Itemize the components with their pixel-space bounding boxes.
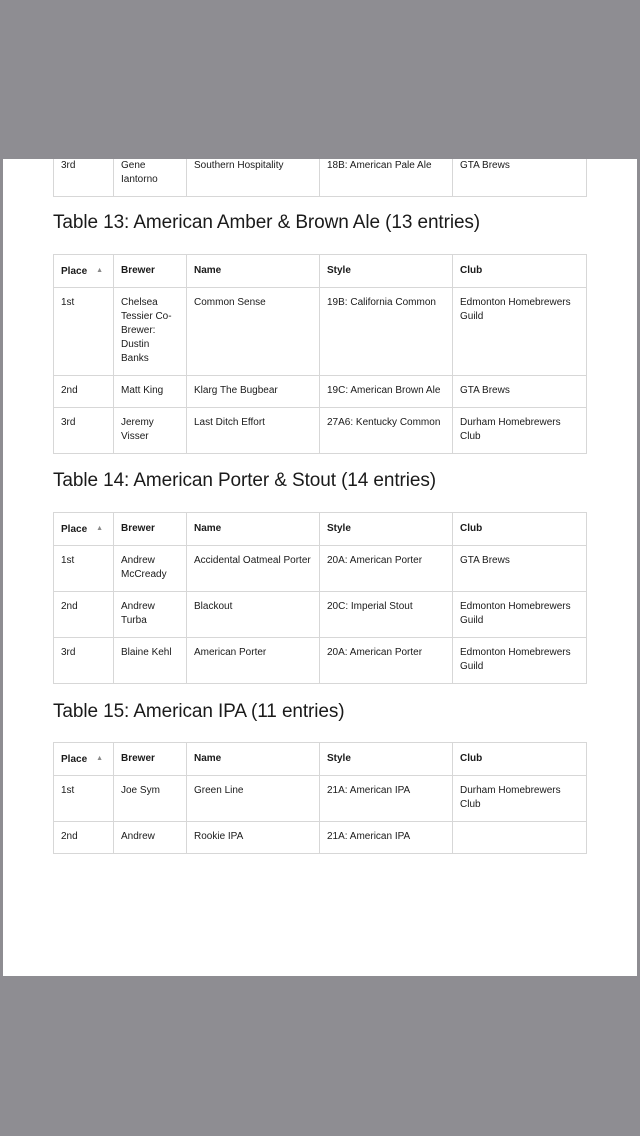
table-header-row bbox=[54, 513, 587, 546]
table-header-row bbox=[54, 255, 587, 288]
sort-caret-icon[interactable]: ▲ bbox=[96, 267, 104, 274]
table-15-heading: Table 15: American IPA (11 entries) bbox=[53, 701, 345, 722]
name-cell: Common Sense bbox=[187, 288, 320, 376]
brewer-cell: Blaine Kehl bbox=[114, 638, 187, 684]
name-cell: Accidental Oatmeal Porter bbox=[187, 546, 320, 592]
table-row bbox=[54, 288, 587, 376]
column-header-name[interactable]: Name bbox=[187, 513, 320, 546]
column-header-name[interactable]: Name bbox=[187, 743, 320, 776]
table-row bbox=[54, 592, 587, 638]
table-14-heading: Table 14: American Porter & Stout (14 entries) bbox=[53, 470, 436, 491]
column-header-brewer[interactable]: Brewer bbox=[114, 743, 187, 776]
name-cell: Rookie IPA bbox=[187, 822, 320, 854]
name-cell: Southern Hospitality bbox=[187, 159, 320, 197]
style-cell: 20A: American Porter bbox=[320, 546, 453, 592]
column-header-name[interactable]: Name bbox=[187, 255, 320, 288]
document-page bbox=[3, 159, 637, 976]
club-cell: Durham Homebrewers Club bbox=[453, 408, 587, 454]
style-cell: 19C: American Brown Ale bbox=[320, 376, 453, 408]
name-cell: Last Ditch Effort bbox=[187, 408, 320, 454]
sort-caret-icon[interactable]: ▲ bbox=[96, 525, 104, 532]
sort-caret-icon[interactable]: ▲ bbox=[96, 755, 104, 762]
table-row bbox=[54, 546, 587, 592]
column-header-style[interactable]: Style bbox=[320, 513, 453, 546]
brewer-cell: Andrew bbox=[114, 822, 187, 854]
place-cell: 1st bbox=[54, 776, 114, 822]
name-cell: American Porter bbox=[187, 638, 320, 684]
club-cell: GTA Brews bbox=[453, 376, 587, 408]
brewer-cell: Chelsea Tessier Co-Brewer: Dustin Banks bbox=[114, 288, 187, 376]
name-cell: Green Line bbox=[187, 776, 320, 822]
column-header-place[interactable]: Place ▲ bbox=[54, 255, 114, 288]
table-header-row bbox=[54, 743, 587, 776]
column-header-place[interactable]: Place ▲ bbox=[54, 513, 114, 546]
place-cell: 3rd bbox=[54, 408, 114, 454]
place-cell: 1st bbox=[54, 288, 114, 376]
results-table-14 bbox=[53, 512, 587, 684]
style-cell: 27A6: Kentucky Common bbox=[320, 408, 453, 454]
place-cell: 3rd bbox=[54, 638, 114, 684]
table-row bbox=[54, 822, 587, 854]
column-header-club[interactable]: Club bbox=[453, 255, 587, 288]
table-row bbox=[54, 638, 587, 684]
table-13-heading: Table 13: American Amber & Brown Ale (13 entries) bbox=[53, 212, 481, 233]
club-cell: Durham Homebrewers Club bbox=[453, 776, 587, 822]
place-cell: 2nd bbox=[54, 822, 114, 854]
place-cell: 2nd bbox=[54, 376, 114, 408]
place-cell: 2nd bbox=[54, 592, 114, 638]
results-table-13 bbox=[53, 254, 587, 454]
document-content bbox=[53, 159, 588, 900]
table-row bbox=[54, 159, 587, 197]
table-row bbox=[54, 376, 587, 408]
brewer-cell: Andrew McCready bbox=[114, 546, 187, 592]
place-cell: 1st bbox=[54, 546, 114, 592]
club-cell: Edmonton Homebrewers Guild bbox=[453, 592, 587, 638]
style-cell: 21A: American IPA bbox=[320, 822, 453, 854]
column-header-style[interactable]: Style bbox=[320, 743, 453, 776]
name-cell: Klarg The Bugbear bbox=[187, 376, 320, 408]
column-header-club[interactable]: Club bbox=[453, 743, 587, 776]
brewer-cell: Gene Iantorno bbox=[114, 159, 187, 197]
results-table-12-continued bbox=[53, 159, 587, 197]
brewer-cell: Jeremy Visser bbox=[114, 408, 187, 454]
club-cell: Edmonton Homebrewers Guild bbox=[453, 288, 587, 376]
style-cell: 20A: American Porter bbox=[320, 638, 453, 684]
club-cell: Edmonton Homebrewers Guild bbox=[453, 638, 587, 684]
column-header-club[interactable]: Club bbox=[453, 513, 587, 546]
style-cell: 21A: American IPA bbox=[320, 776, 453, 822]
place-cell: 3rd bbox=[54, 159, 114, 197]
table-row bbox=[54, 776, 587, 822]
brewer-cell: Joe Sym bbox=[114, 776, 187, 822]
brewer-cell: Matt King bbox=[114, 376, 187, 408]
brewer-cell: Andrew Turba bbox=[114, 592, 187, 638]
style-cell: 18B: American Pale Ale bbox=[320, 159, 453, 197]
column-header-brewer[interactable]: Brewer bbox=[114, 255, 187, 288]
club-cell bbox=[453, 822, 587, 854]
style-cell: 20C: Imperial Stout bbox=[320, 592, 453, 638]
club-cell: GTA Brews bbox=[453, 159, 587, 197]
table-row bbox=[54, 408, 587, 454]
column-header-style[interactable]: Style bbox=[320, 255, 453, 288]
name-cell: Blackout bbox=[187, 592, 320, 638]
column-header-brewer[interactable]: Brewer bbox=[114, 513, 187, 546]
results-table-15 bbox=[53, 742, 587, 854]
style-cell: 19B: California Common bbox=[320, 288, 453, 376]
column-header-place[interactable]: Place ▲ bbox=[54, 743, 114, 776]
club-cell: GTA Brews bbox=[453, 546, 587, 592]
